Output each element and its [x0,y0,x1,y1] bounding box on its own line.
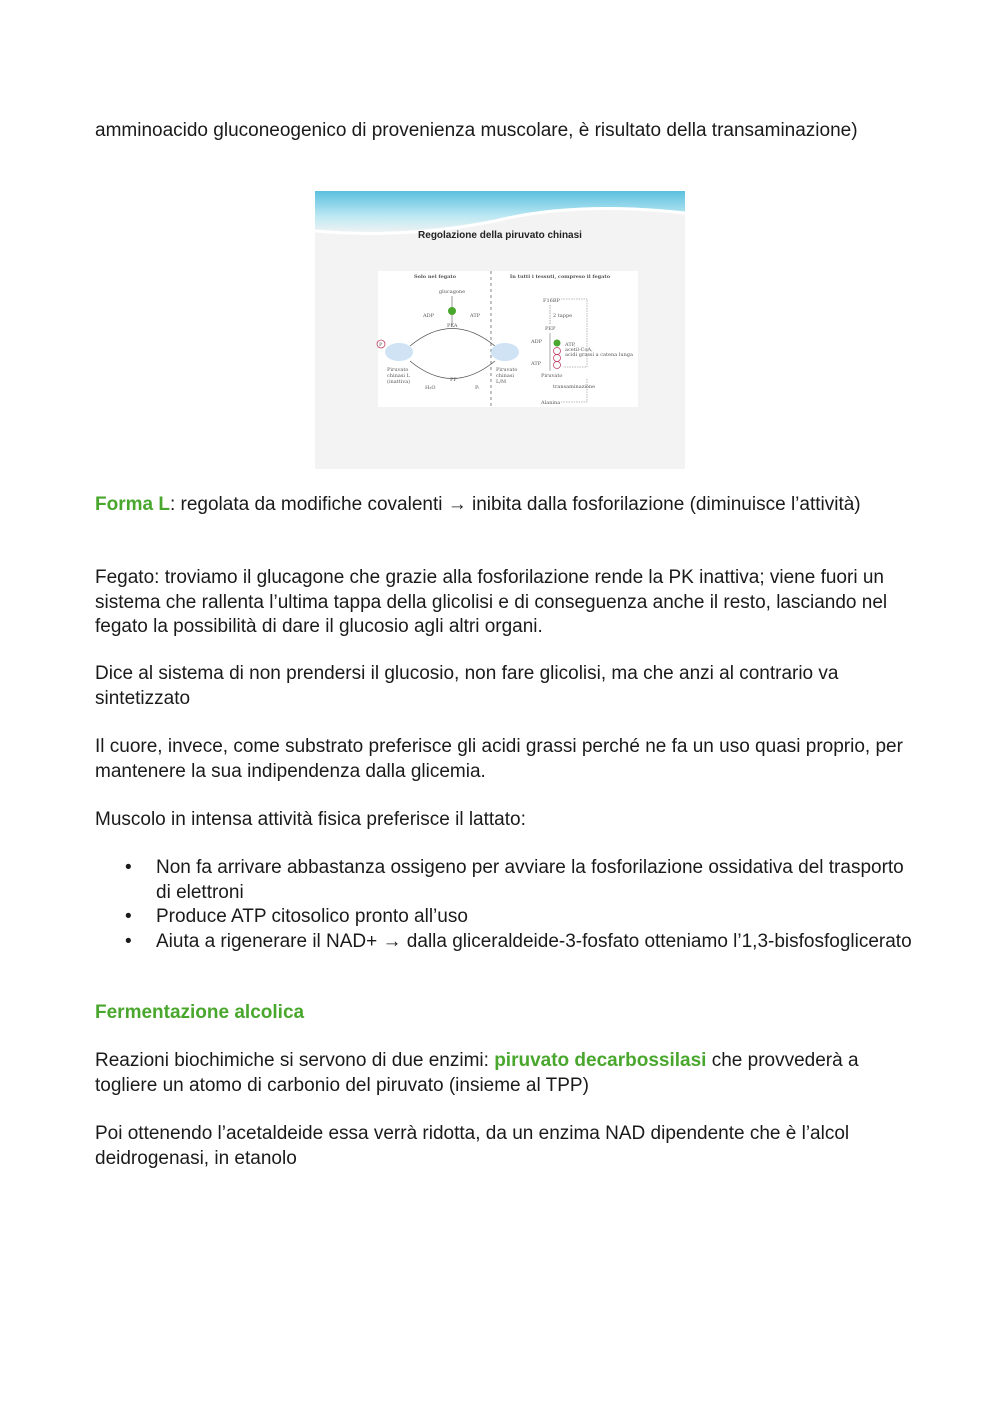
figure-pyruvate-kinase-regulation [315,191,685,469]
pep-label: PEP [545,326,556,332]
list-item [95,856,915,905]
bullet-list [95,856,915,954]
atp-label-right: ATP [531,361,542,367]
figure-title: Regolazione della piruvato chinasi [418,230,582,241]
enzyme-inactive-line3: (inattiva) [387,379,411,385]
alanina-label: Alanina [541,400,561,406]
enzyme-inactive-line2: chinasi L [387,373,410,379]
pi-label: Pᵢ [475,385,480,391]
activation-icon [448,307,456,315]
paragraph-reazioni [95,1049,915,1098]
paragraph-forma-l [95,493,915,518]
f16bp-label: F16BP [543,298,560,304]
phosphate-label: P [379,342,383,348]
section-heading: Fermentazione alcolica [95,1002,305,1023]
step-note-2: transaminazione [553,384,596,390]
piruvato-label: Piruvato [541,373,563,379]
left-header: Solo nel fegato [413,274,457,280]
enzyme-active-line1: Piruvato [496,367,518,373]
side-note-2: acetil-CoA, [565,347,593,353]
h2o-label: H₂O [425,385,436,391]
side-note-1: ATP, [565,342,576,348]
paragraph-intro: amminoacido gluconeogenico di provenienza muscolare, è risultato della transaminazione) [95,120,858,141]
bullet-text: Aiuta a rigenerare il NAD+ → dalla gliceraldeide-3-fosfato otteniamo l’1,3-bisfosfoglicerato [156,930,912,952]
paragraph-fegato: Fegato: troviamo il glucagone che grazie alla fosforilazione rende la PK inattiva; viene fuori un sistema che rallenta l’ultima tappa della glicolisi e di conseguenza anche il resto, lasciando nel fegato la possibilità di dare il glucosio agli altri organi. [95,567,888,637]
pp-label: PP [450,377,457,383]
list-item [95,930,915,955]
bullet-text: Non fa arrivare abbastanza ossigeno per avviare la fosforilazione ossidativa del trasporto di elettroni [156,857,904,903]
paragraph-muscolo: Muscolo in intensa attività fisica preferisce il lattato: [95,809,526,830]
paragraph-cuore: Il cuore, invece, come substrato preferisce gli acidi grassi perché ne fa un uso quasi proprio, per mantenere la sua indipendenza dalla glicemia. [95,736,903,782]
side-note-3: acidi grassi a catena lunga [565,352,633,358]
header-banner [315,191,685,233]
enzyme-highlight: piruvato decarbossilasi [494,1050,707,1071]
pka-label: PKA [447,323,458,329]
bullet-icon: • [125,857,132,878]
bullet-text: Produce ATP citosolico pronto all’uso [156,906,468,927]
adp-label: ADP [423,313,434,319]
bullet-icon: • [125,906,132,927]
reazioni-text-start: Reazioni biochimiche si servono di due enzimi: [95,1050,495,1071]
enzyme-active-shape [491,343,519,361]
atp-label: ATP [470,313,481,319]
paragraph-acetaldeide: Poi ottenendo l’acetaldeide essa verrà ridotta, da un enzima NAD dipendente che è l’alcol deidrogenasi, in etanolo [95,1123,850,1169]
enzyme-inactive-line1: Piruvato [387,367,409,373]
bullet-icon: • [125,930,132,952]
paragraph-sistema: Dice al sistema di non prendersi il glucosio, non fare glicolisi, ma che anzi al contrario va sintetizzato [95,663,839,709]
right-header: In tutti i tessuti, compreso il fegato [509,274,611,280]
list-item [95,905,915,930]
enzyme-active-line3: L/M [496,379,507,385]
adp-label-right: ADP [531,339,542,345]
forma-l-label: Forma L [95,494,170,515]
diagram-panel [378,271,638,407]
activation-icon-right [554,340,561,347]
reazioni-text-end: che provvederà a togliere un atomo di carbonio del piruvato (insieme al TPP) [95,1050,859,1096]
glucagone-label: glucagone [438,289,466,295]
step-note-1: 2 tappe [553,313,573,319]
enzyme-active-line2: chinasi [496,373,514,379]
enzyme-inactive-shape [385,343,413,361]
forma-l-text: : regolata da modifiche covalenti → inibita dalla fosforilazione (diminuisce l’attività) [169,494,861,515]
